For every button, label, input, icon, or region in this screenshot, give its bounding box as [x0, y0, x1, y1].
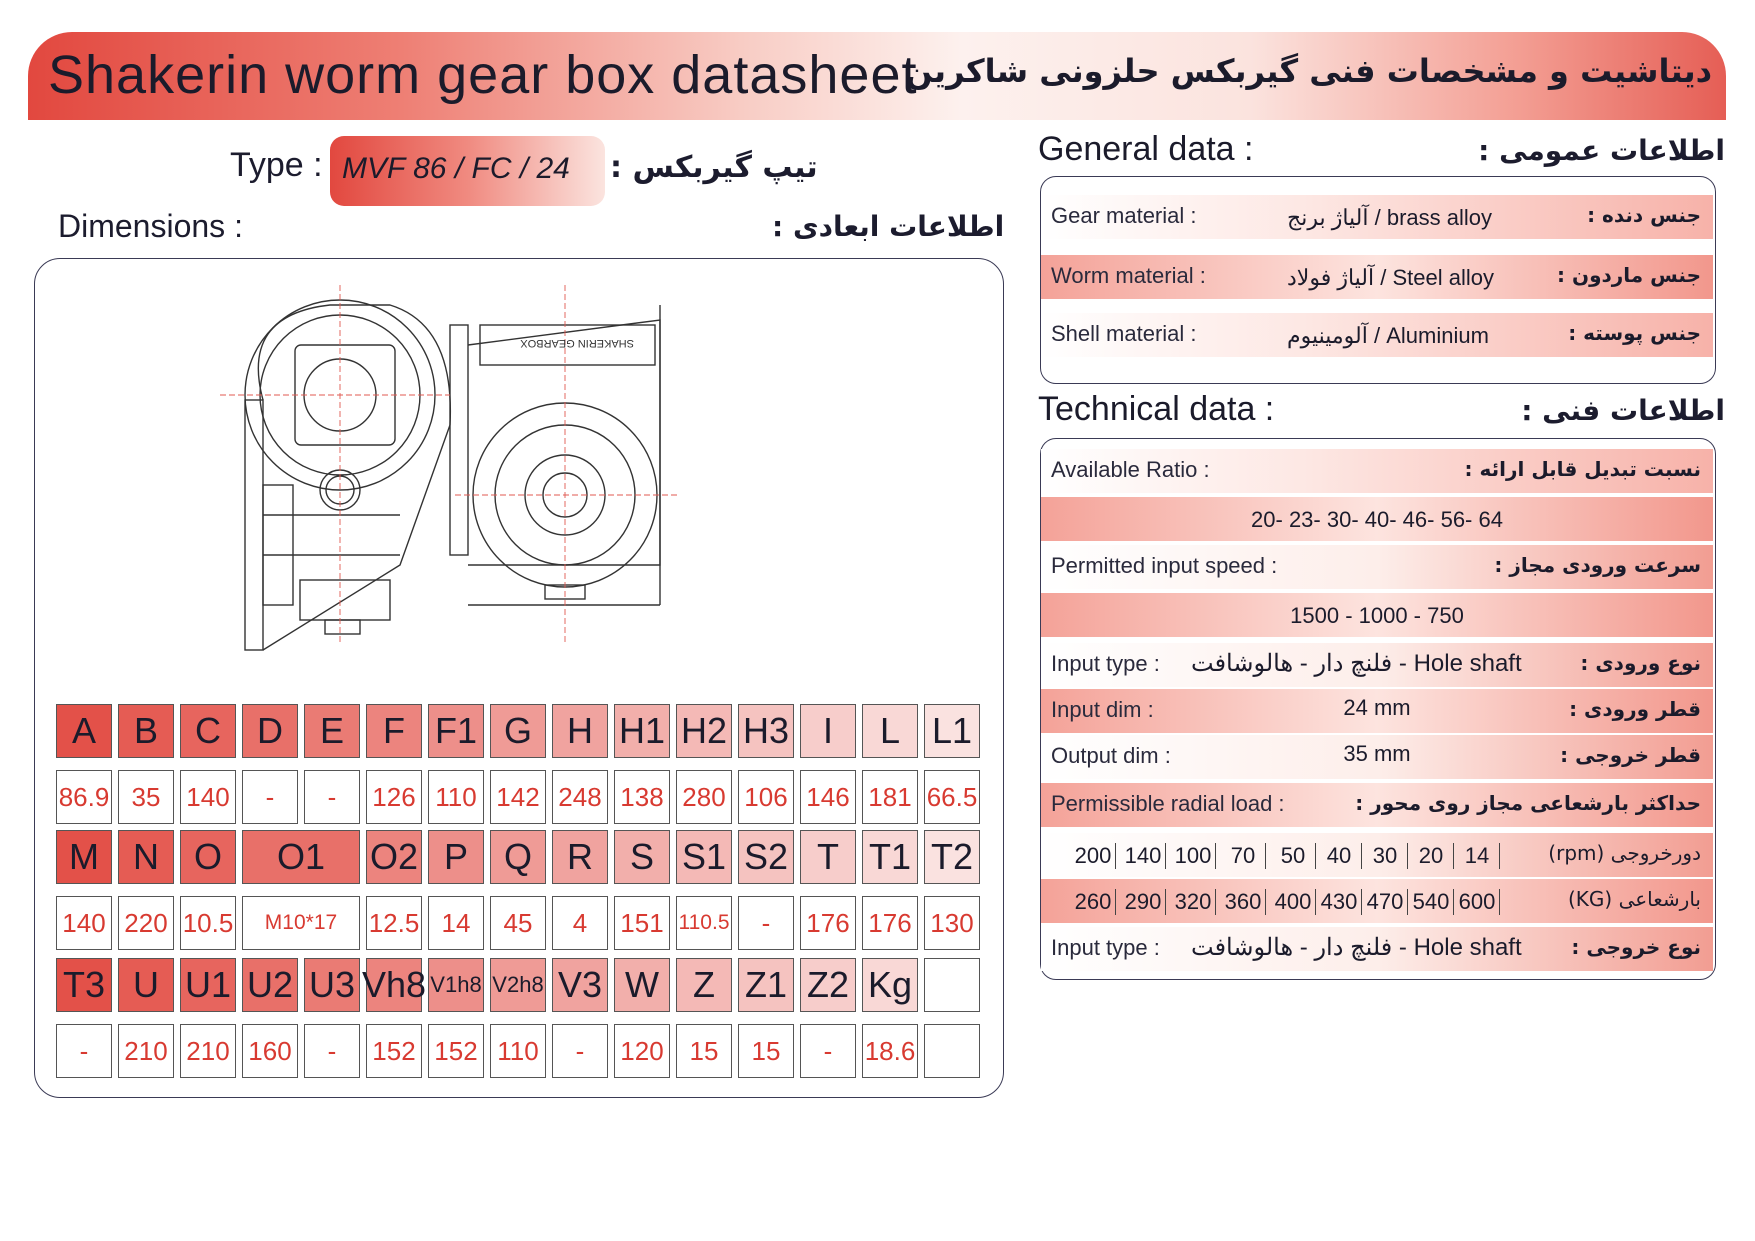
- gear-material-row: [1041, 195, 1713, 239]
- ratio-value: 20- 23- 30- 40- 46- 56- 64: [1251, 507, 1503, 532]
- dim-value-cell: 15: [738, 1024, 794, 1078]
- dim-header-cell: [924, 958, 980, 1012]
- dim-header-cell: Kg: [862, 958, 918, 1012]
- output-dim-fa: قطر خروجی :: [1560, 743, 1701, 767]
- output-dim-value: 35 mm: [1343, 741, 1411, 766]
- speed-row: [1041, 545, 1713, 589]
- input-type-label: Input type :: [1051, 651, 1160, 676]
- input-dim-fa: قطر ورودی :: [1569, 697, 1701, 721]
- worm-material-label: Worm material :: [1051, 263, 1206, 288]
- dim-header-cell: O: [180, 830, 236, 884]
- worm-material-row: [1041, 255, 1713, 299]
- worm-material-value: Steel alloy / آلیاژ فولاد: [1287, 265, 1494, 290]
- dim-header-cell: Z1: [738, 958, 794, 1012]
- rpm-value: 50: [1271, 843, 1316, 869]
- output-dim-row: [1041, 735, 1713, 779]
- dimensions-label: Dimensions :: [58, 208, 243, 244]
- dim-value-cell: 15: [676, 1024, 732, 1078]
- dim-header-cell: U2: [242, 958, 298, 1012]
- dim-value-cell: 45: [490, 896, 546, 950]
- header-banner: [28, 32, 1726, 120]
- dim-value-cell: 280: [676, 770, 732, 824]
- input-dim-value: 24 mm: [1343, 695, 1411, 720]
- load-value: 600: [1455, 889, 1500, 915]
- dim-header-cell: F: [366, 704, 422, 758]
- dim-value-cell: 86.9: [56, 770, 112, 824]
- dim-value-cell: 210: [118, 1024, 174, 1078]
- radial-load-row: [1041, 783, 1713, 827]
- rpm-value: 40: [1317, 843, 1362, 869]
- load-value: 290: [1121, 889, 1166, 915]
- input-type-fa: نوع ورودی :: [1580, 651, 1701, 675]
- dim-value-cell: -: [304, 1024, 360, 1078]
- dim-header-cell: H2: [676, 704, 732, 758]
- general-title: General data :: [1038, 130, 1254, 168]
- speed-fa: سرعت ورودی مجاز :: [1494, 553, 1701, 577]
- rpm-value: 14: [1455, 843, 1500, 869]
- dim-value-cell: 140: [180, 770, 236, 824]
- dim-value-cell: 142: [490, 770, 546, 824]
- dim-value-cell: 181: [862, 770, 918, 824]
- dim-value-cell: 66.5: [924, 770, 980, 824]
- load-label: بارشعاعی (KG): [1567, 887, 1701, 911]
- rpm-value: 70: [1221, 843, 1266, 869]
- load-value: 360: [1221, 889, 1266, 915]
- dim-header-cell: H1: [614, 704, 670, 758]
- type-value: MVF 86 / FC / 24: [342, 152, 570, 185]
- dim-header-cell: U3: [304, 958, 360, 1012]
- output-type-label: Input type :: [1051, 935, 1160, 960]
- dim-header-cell: M: [56, 830, 112, 884]
- dim-header-cell: B: [118, 704, 174, 758]
- technical-panel: [1040, 438, 1716, 980]
- dim-value-cell: 14: [428, 896, 484, 950]
- rpm-value: 140: [1121, 843, 1166, 869]
- dim-header-cell: L: [862, 704, 918, 758]
- dim-header-cell: V2h8: [490, 958, 546, 1012]
- gear-material-label: Gear material :: [1051, 203, 1197, 228]
- dim-header-cell: Z2: [800, 958, 856, 1012]
- dim-header-cell: Q: [490, 830, 546, 884]
- type-box: [330, 136, 605, 206]
- dim-value-cell: 110: [428, 770, 484, 824]
- dim-value-cell: -: [552, 1024, 608, 1078]
- dim-value-cell: 146: [800, 770, 856, 824]
- dim-header-cell: E: [304, 704, 360, 758]
- output-dim-label: Output dim :: [1051, 743, 1171, 768]
- dim-value-cell: 35: [118, 770, 174, 824]
- dim-value-cell: 220: [118, 896, 174, 950]
- dim-value-cell: 152: [428, 1024, 484, 1078]
- ratio-label: Available Ratio :: [1051, 457, 1210, 482]
- dim-value-cell: 12.5: [366, 896, 422, 950]
- rpm-row: [1041, 833, 1713, 877]
- dim-value-cell: 130: [924, 896, 980, 950]
- dim-value-cell: 10.5: [180, 896, 236, 950]
- dim-header-cell: H: [552, 704, 608, 758]
- gear-material-value: brass alloy / آلیاژ برنج: [1287, 205, 1492, 230]
- dim-header-cell: O1: [242, 830, 360, 884]
- rpm-value: 30: [1363, 843, 1408, 869]
- input-dim-label: Input dim :: [1051, 697, 1154, 722]
- dim-header-cell: G: [490, 704, 546, 758]
- dim-value-cell: 152: [366, 1024, 422, 1078]
- dim-header-cell: T2: [924, 830, 980, 884]
- load-value: 400: [1271, 889, 1316, 915]
- dim-header-cell: F1: [428, 704, 484, 758]
- dim-header-cell: T: [800, 830, 856, 884]
- general-title-fa: اطلاعات عمومی :: [1478, 134, 1725, 167]
- rpm-value: 20: [1409, 843, 1454, 869]
- ratio-row: [1041, 449, 1713, 493]
- dim-value-cell: 151: [614, 896, 670, 950]
- title-en: Shakerin worm gear box datasheet: [48, 45, 918, 105]
- dim-value-cell: 176: [862, 896, 918, 950]
- speed-value: 1500 - 1000 - 750: [1290, 603, 1464, 628]
- input-type-value: Hole shaft - فلنچ دار - هالوشافت: [1191, 650, 1522, 677]
- dim-header-cell: V3: [552, 958, 608, 1012]
- output-type-fa: نوع خروجی :: [1571, 935, 1701, 959]
- dim-value-cell: 18.6: [862, 1024, 918, 1078]
- dim-header-cell: H3: [738, 704, 794, 758]
- drawing-brand: SHAKERIN GEARBOX: [520, 337, 634, 349]
- output-type-row: [1041, 927, 1713, 971]
- dim-value-cell: -: [56, 1024, 112, 1078]
- dim-header-cell: P: [428, 830, 484, 884]
- gear-material-fa: جنس دنده :: [1587, 203, 1701, 227]
- ratio-value-row: [1041, 497, 1713, 541]
- output-type-value: Hole shaft - فلنچ دار - هالوشافت: [1191, 934, 1522, 961]
- radial-load-label: Permissible radial load :: [1051, 791, 1285, 816]
- dim-header-cell: S: [614, 830, 670, 884]
- speed-label: Permitted input speed :: [1051, 553, 1278, 578]
- worm-material-fa: جنس ماردون :: [1557, 263, 1701, 287]
- gearbox-drawing: [200, 265, 800, 685]
- dim-value-cell: -: [738, 896, 794, 950]
- dim-header-cell: T3: [56, 958, 112, 1012]
- load-value: 470: [1363, 889, 1408, 915]
- shell-material-label: Shell material :: [1051, 321, 1197, 346]
- dim-value-cell: -: [242, 770, 298, 824]
- dim-value-cell: 120: [614, 1024, 670, 1078]
- dim-value-cell: -: [304, 770, 360, 824]
- dim-value-cell: 126: [366, 770, 422, 824]
- load-row: [1041, 879, 1713, 923]
- dim-header-cell: N: [118, 830, 174, 884]
- dim-header-cell: Vh8: [366, 958, 422, 1012]
- dim-value-cell: 106: [738, 770, 794, 824]
- input-dim-row: [1041, 689, 1713, 733]
- dim-header-cell: S1: [676, 830, 732, 884]
- dim-value-cell: M10*17: [242, 896, 360, 950]
- dim-value-cell: -: [800, 1024, 856, 1078]
- dim-header-cell: L1: [924, 704, 980, 758]
- technical-title: Technical data :: [1038, 390, 1275, 428]
- input-type-row: [1041, 643, 1713, 687]
- dimensions-label-fa: اطلاعات ابعادی :: [772, 210, 1005, 243]
- dim-value-cell: [924, 1024, 980, 1078]
- rpm-label: دورخروجی (rpm): [1548, 841, 1701, 865]
- general-panel: [1040, 176, 1716, 384]
- load-value: 320: [1171, 889, 1216, 915]
- dim-header-cell: D: [242, 704, 298, 758]
- dim-value-cell: 210: [180, 1024, 236, 1078]
- dim-header-cell: I: [800, 704, 856, 758]
- dim-header-cell: W: [614, 958, 670, 1012]
- title-fa: دیتاشیت و مشخصات فنی گیربکس حلزونی شاکرین: [905, 52, 1712, 90]
- dim-header-cell: A: [56, 704, 112, 758]
- dim-header-cell: T1: [862, 830, 918, 884]
- speed-value-row: [1041, 593, 1713, 637]
- dim-header-cell: S2: [738, 830, 794, 884]
- type-label: Type :: [230, 146, 323, 184]
- load-value: 260: [1071, 889, 1116, 915]
- radial-load-fa: حداکثر بارشعاعی مجاز روی محور :: [1355, 791, 1701, 815]
- dim-header-cell: C: [180, 704, 236, 758]
- ratio-fa: نسبت تبدیل قابل ارائه :: [1464, 457, 1701, 481]
- load-value: 540: [1409, 889, 1454, 915]
- shell-material-fa: جنس پوسته :: [1568, 321, 1701, 345]
- dim-header-cell: V1h8: [428, 958, 484, 1012]
- dim-value-cell: 4: [552, 896, 608, 950]
- shell-material-value: Aluminium / آلومینیوم: [1287, 323, 1489, 348]
- rpm-value: 200: [1071, 843, 1116, 869]
- dim-value-cell: 110.5: [676, 896, 732, 950]
- shell-material-row: [1041, 313, 1713, 357]
- dim-value-cell: 138: [614, 770, 670, 824]
- dim-header-cell: Z: [676, 958, 732, 1012]
- type-label-fa: تیپ گیربکس :: [610, 150, 818, 185]
- dim-header-cell: R: [552, 830, 608, 884]
- rpm-value: 100: [1171, 843, 1216, 869]
- load-value: 430: [1317, 889, 1362, 915]
- dim-value-cell: 176: [800, 896, 856, 950]
- dim-value-cell: 140: [56, 896, 112, 950]
- dim-value-cell: 160: [242, 1024, 298, 1078]
- dim-header-cell: O2: [366, 830, 422, 884]
- dim-value-cell: 248: [552, 770, 608, 824]
- dim-value-cell: 110: [490, 1024, 546, 1078]
- dim-header-cell: U1: [180, 958, 236, 1012]
- dim-header-cell: U: [118, 958, 174, 1012]
- technical-title-fa: اطلاعات فنی :: [1521, 394, 1725, 427]
